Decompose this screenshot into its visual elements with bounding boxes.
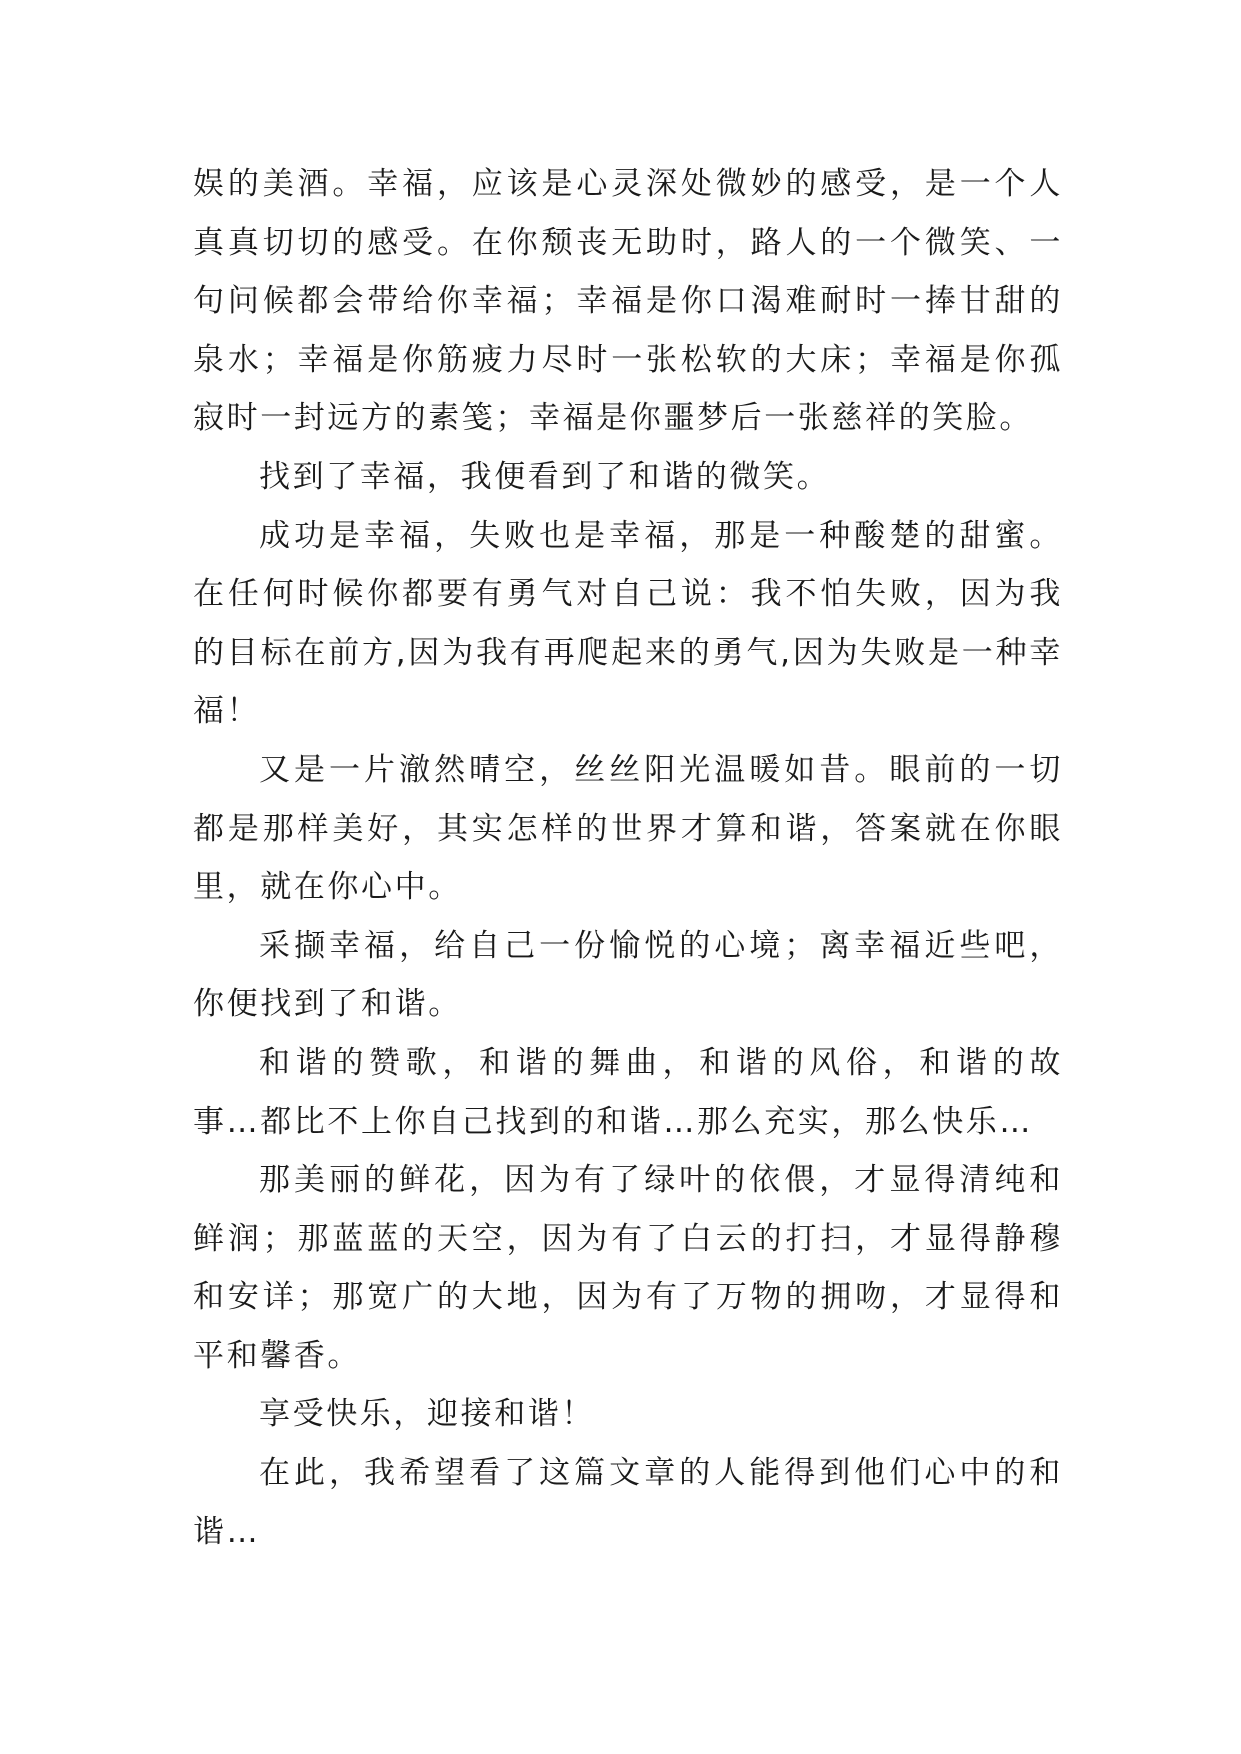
paragraph: 在此，我希望看了这篇文章的人能得到他们心中的和谐…: [193, 1455, 1063, 1550]
paragraph: 那美丽的鲜花，因为有了绿叶的依偎，才显得清纯和鲜润；那蓝蓝的天空，因为有了白云的打扫，才显得静穆和安详；那宽广的大地，因为有了万物的拥吻，才显得和平和馨香。: [193, 1162, 1063, 1374]
paragraph: 成功是幸福，失败也是幸福，那是一种酸楚的甜蜜。在任何时候你都要有勇气对自己说：我不怕失败，因为我的目标在前方,因为我有再爬起来的勇气,因为失败是一种幸福！: [193, 517, 1063, 730]
paragraph: 享受快乐，迎接和谐！: [259, 1396, 595, 1433]
paragraph: 又是一片澈然晴空，丝丝阳光温暖如昔。眼前的一切都是那样美好，其实怎样的世界才算和谐，答案就在你眼里，就在你心中。: [193, 751, 1063, 906]
paragraph: 找到了幸福，我便看到了和谐的微笑。: [259, 458, 831, 495]
document-body: [193, 155, 1063, 1561]
paragraph-continued: 娱的美酒。幸福，应该是心灵深处微妙的感受，是一个人真真切切的感受。在你颓丧无助时，路人的一个微笑、一句问候都会带给你幸福；幸福是你口渴难耐时一捧甘甜的泉水；幸福是你筋疲力尽时一张松软的大床；幸福是你孤寂时一封远方的素笺；幸福是你噩梦后一张慈祥的笑脸。: [193, 166, 1063, 437]
paragraph: 和谐的赞歌，和谐的舞曲，和谐的风俗，和谐的故事…都比不上你自己找到的和谐…那么充实，那么快乐…: [193, 1044, 1063, 1140]
paragraph: 采撷幸福，给自己一份愉悦的心境；离幸福近些吧，你便找到了和谐。: [193, 927, 1063, 1023]
